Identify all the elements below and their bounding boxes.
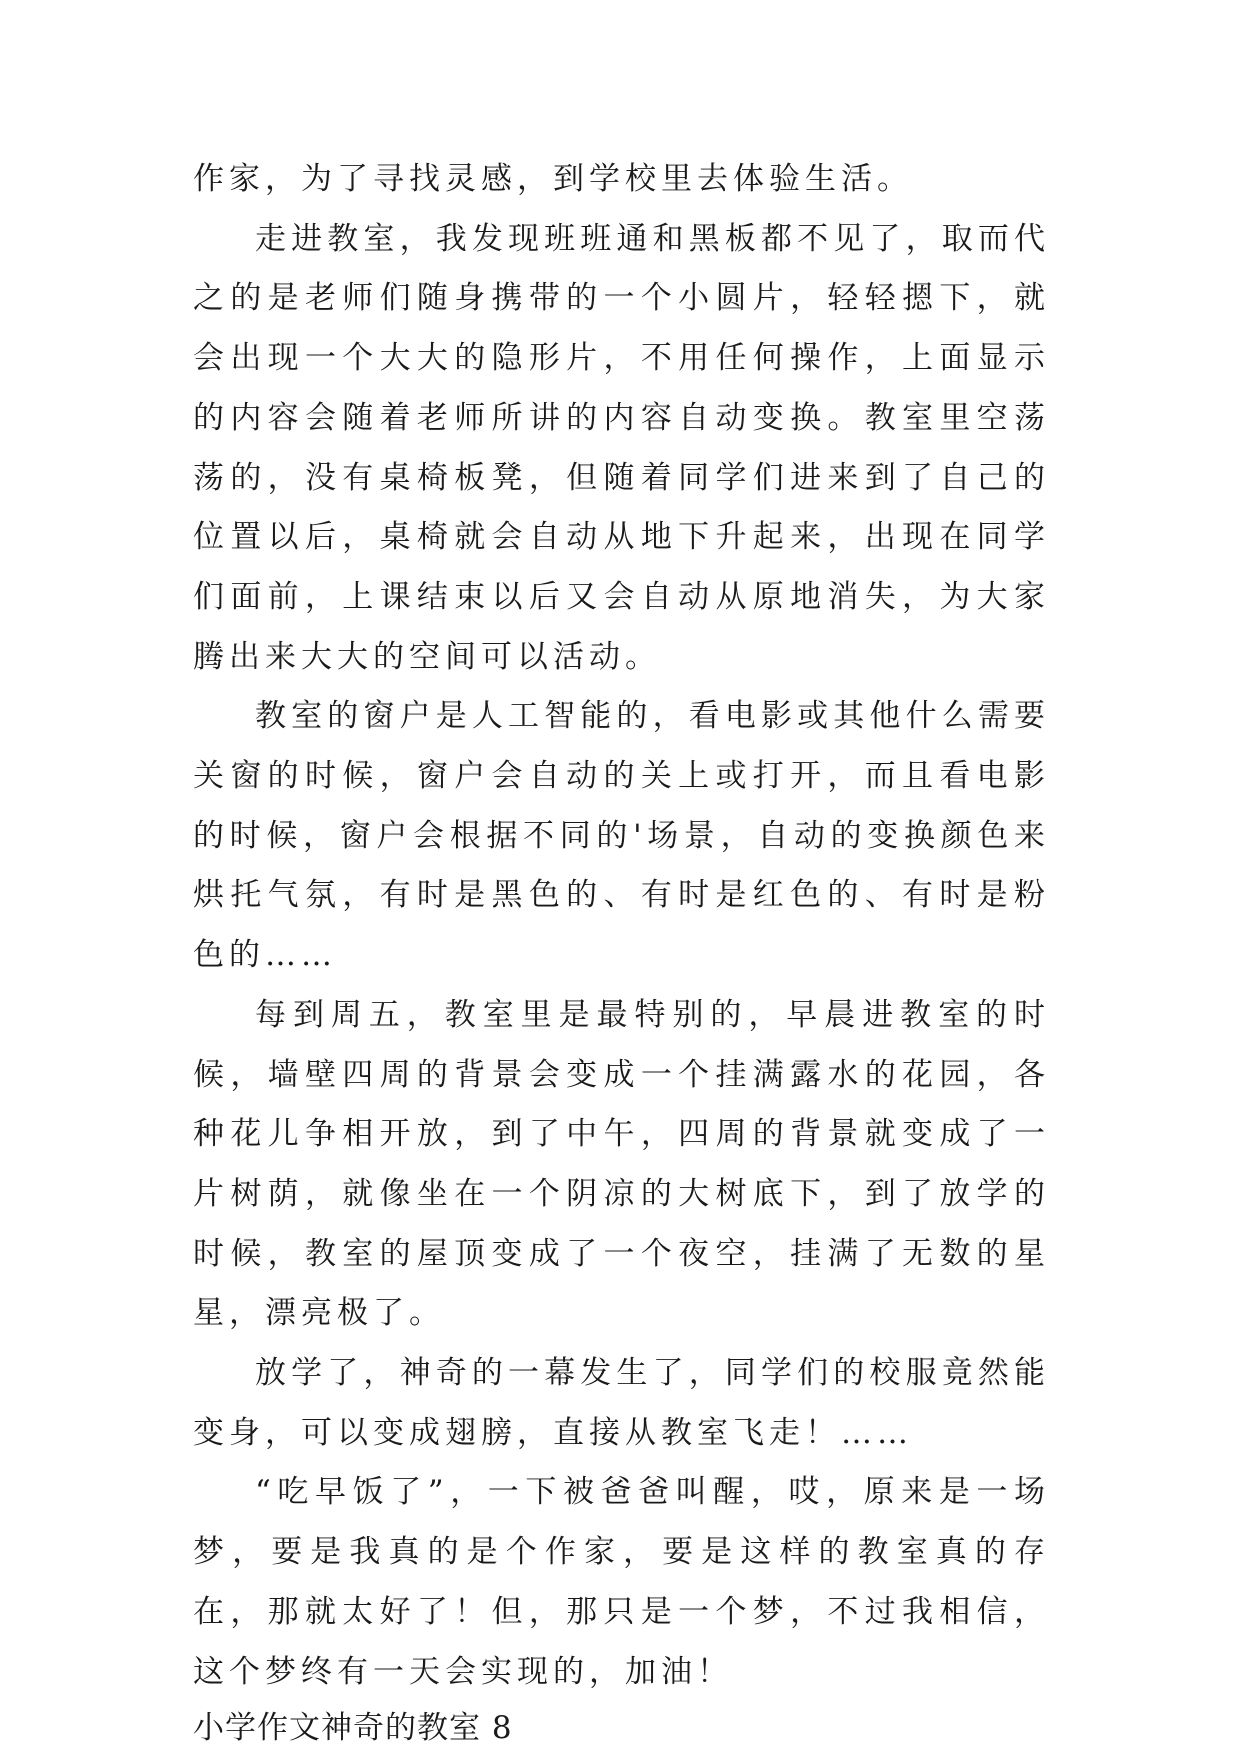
document-page — [193, 150, 1050, 1754]
paragraph-dream: “吃早饭了”，一下被爸爸叫醒，哎，原来是一场梦，要是我真的是个作家，要是这样的教室真的存在，那就太好了！但，那只是一个梦，不过我相信，这个梦终有一天会实现的，加油！ — [193, 1474, 1050, 1690]
paragraph-friday: 每到周五，教室里是最特别的，早晨进教室的时候，墙壁四周的背景会变成一个挂满露水的花园，各种花儿争相开放，到了中午，四周的背景就变成了一片树荫，就像坐在一个阴凉的大树底下，到了放学的时候，教室的屋顶变成了一个夜空，挂满了无数的星星，漂亮极了。 — [193, 996, 1050, 1332]
paragraph-after-school: 放学了，神奇的一幕发生了，同学们的校服竟然能变身，可以变成翅膀，直接从教室飞走！…… — [193, 1355, 1050, 1451]
paragraph-classroom: 走进教室，我发现班班通和黑板都不见了，取而代之的是老师们随身携带的一个小圆片，轻轻摁下，就会出现一个大大的隐形片，不用任何操作，上面显示的内容会随着老师所讲的内容自动变换。教室里空荡荡的，没有桌椅板凳，但随着同学们进来到了自己的位置以后，桌椅就会自动从地下升起来，出现在同学们面前，上课结束以后又会自动从原地消失，为大家腾出来大大的空间可以活动。 — [193, 220, 1050, 675]
paragraph-intro: 作家，为了寻找灵感，到学校里去体验生活。 — [193, 161, 913, 197]
paragraph-windows: 教室的窗户是人工智能的，看电影或其他什么需要关窗的时候，窗户会自动的关上或打开，而且看电影的时候，窗户会根据不同的'场景，自动的变换颜色来烘托气氛，有时是黑色的、有时是红色的、有时是粉色的…… — [193, 698, 1050, 974]
section-heading: 小学作文神奇的教室 8 — [193, 1710, 513, 1747]
